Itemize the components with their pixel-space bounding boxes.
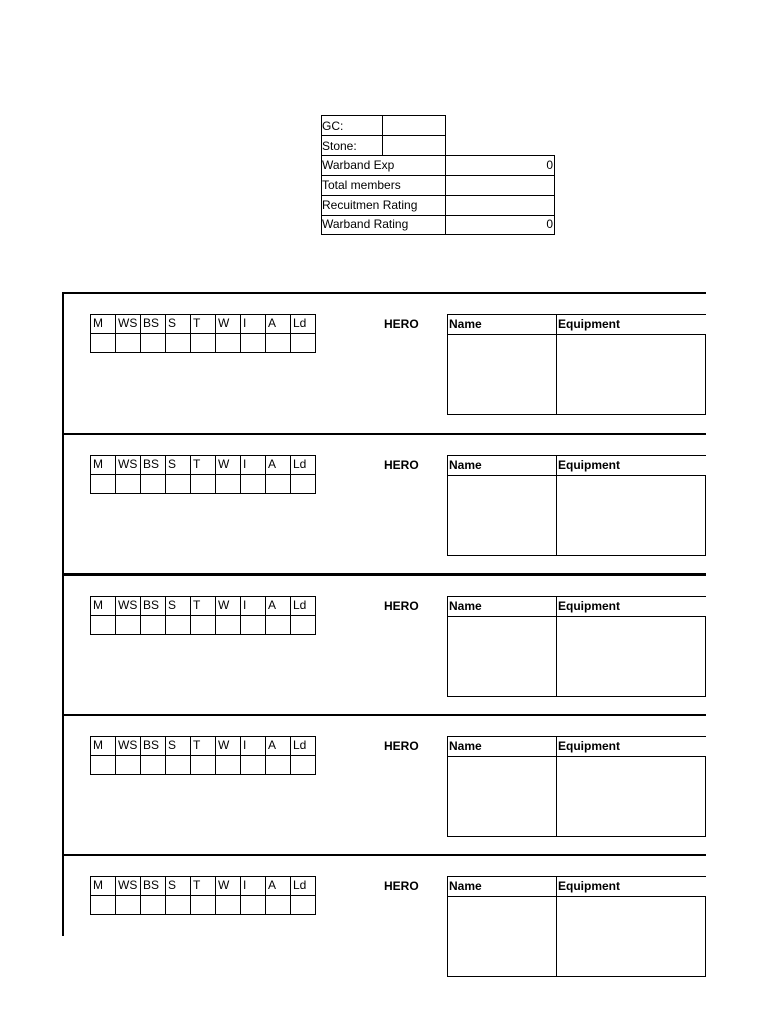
stat-header-m: M [91,597,116,616]
stat-header-i: I [241,315,266,334]
stat-header-a: A [266,736,291,755]
hero-name-field[interactable] [447,334,557,415]
stat-header-a: A [266,455,291,474]
hero-gear-table [447,455,706,555]
name-header: Name [447,876,556,896]
stat-header-i: I [241,455,266,474]
stat-header-s: S [166,877,191,896]
stat-value-s[interactable] [166,755,191,774]
stat-header-ld: Ld [291,877,316,896]
stat-header-w: W [216,736,241,755]
stat-value-t[interactable] [191,616,216,635]
stat-value-bs[interactable] [141,896,166,915]
stat-header-ws: WS [116,877,141,896]
stat-value-ws[interactable] [116,334,141,353]
stat-header-w: W [216,455,241,474]
stat-value-a[interactable] [266,474,291,493]
stat-header-bs: BS [141,877,166,896]
stat-header-t: T [191,877,216,896]
equipment-header: Equipment [556,455,706,475]
hero-name-field[interactable] [447,475,557,556]
stat-header-bs: BS [141,736,166,755]
stat-value-w[interactable] [216,474,241,493]
hero-row [64,854,706,994]
hero-gear-table [447,736,706,836]
stat-value-ld[interactable] [291,755,316,774]
stat-header-row [91,315,316,334]
stat-header-s: S [166,455,191,474]
stat-header-ld: Ld [291,455,316,474]
hero-name-field[interactable] [447,756,557,837]
stat-header-a: A [266,877,291,896]
stat-value-bs[interactable] [141,616,166,635]
stat-value-m[interactable] [91,334,116,353]
stat-header-i: I [241,877,266,896]
equipment-header: Equipment [556,736,706,756]
stat-header-i: I [241,736,266,755]
stat-header-bs: BS [141,597,166,616]
recruitment-rating-value[interactable] [446,196,555,215]
stat-value-ws[interactable] [116,616,141,635]
stat-header-bs: BS [141,315,166,334]
stat-value-t[interactable] [191,755,216,774]
stat-header-t: T [191,315,216,334]
recruitment-rating-label: Recuitmen Rating [322,198,418,212]
stat-value-a[interactable] [266,896,291,915]
stat-value-row [91,755,316,774]
stat-header-w: W [216,877,241,896]
stat-value-a[interactable] [266,616,291,635]
stat-value-ws[interactable] [116,474,141,493]
stone-value-cell[interactable] [383,136,445,155]
stat-header-ld: Ld [291,315,316,334]
stat-table [90,314,316,353]
warband-rating-value[interactable]: 0 [546,217,553,231]
stat-value-a[interactable] [266,755,291,774]
stat-value-bs[interactable] [141,334,166,353]
stat-value-s[interactable] [166,474,191,493]
stat-value-m[interactable] [91,896,116,915]
stat-value-m[interactable] [91,616,116,635]
hero-row [64,292,706,432]
stat-header-ld: Ld [291,736,316,755]
equipment-header: Equipment [556,876,706,896]
hero-row [64,433,706,573]
stat-header-t: T [191,455,216,474]
stat-value-ld[interactable] [291,616,316,635]
stat-header-w: W [216,597,241,616]
stat-value-w[interactable] [216,755,241,774]
hero-label: HERO [384,317,419,331]
hero-name-field[interactable] [447,896,557,977]
hero-label: HERO [384,879,419,893]
stat-header-m: M [91,455,116,474]
stat-value-m[interactable] [91,474,116,493]
stat-value-t[interactable] [191,474,216,493]
stat-header-a: A [266,597,291,616]
stat-value-i[interactable] [241,616,266,635]
warband-exp-value[interactable]: 0 [546,158,553,172]
stat-value-row [91,334,316,353]
hero-equipment-field[interactable] [556,334,706,415]
stone-label: Stone: [322,139,357,153]
stat-value-ws[interactable] [116,755,141,774]
stat-header-row [91,877,316,896]
stat-value-s[interactable] [166,334,191,353]
stat-header-row [91,736,316,755]
stat-header-m: M [91,315,116,334]
stat-header-s: S [166,736,191,755]
gc-value-cell[interactable] [383,116,445,135]
stat-value-w[interactable] [216,616,241,635]
stat-value-i[interactable] [241,334,266,353]
stat-value-row [91,474,316,493]
warband-exp-label: Warband Exp [322,158,395,172]
stat-value-bs[interactable] [141,755,166,774]
stat-header-bs: BS [141,455,166,474]
stat-value-ws[interactable] [116,896,141,915]
stat-table [90,736,316,775]
stat-header-t: T [191,736,216,755]
stat-value-a[interactable] [266,334,291,353]
stat-value-i[interactable] [241,474,266,493]
stat-header-row [91,455,316,474]
stat-value-i[interactable] [241,896,266,915]
name-header: Name [447,314,556,334]
stat-header-ws: WS [116,597,141,616]
total-members-label: Total members [322,178,401,192]
stat-table [90,876,316,915]
stat-value-i[interactable] [241,755,266,774]
hero-row [64,714,706,854]
gc-label: GC: [322,119,344,133]
stat-table [90,596,316,635]
stat-value-s[interactable] [166,896,191,915]
stat-value-row [91,616,316,635]
stat-value-t[interactable] [191,334,216,353]
stat-value-w[interactable] [216,334,241,353]
equipment-header: Equipment [556,314,706,334]
stat-value-s[interactable] [166,616,191,635]
name-header: Name [447,736,556,756]
stat-header-m: M [91,736,116,755]
stat-value-w[interactable] [216,896,241,915]
stat-value-ld[interactable] [291,334,316,353]
stat-value-t[interactable] [191,896,216,915]
stat-value-ld[interactable] [291,896,316,915]
hero-row [64,573,706,713]
hero-label: HERO [384,738,419,753]
stat-header-w: W [216,315,241,334]
stat-header-ws: WS [116,736,141,755]
hero-name-field[interactable] [447,616,557,697]
stat-header-s: S [166,597,191,616]
stat-value-m[interactable] [91,755,116,774]
hero-equipment-field[interactable] [556,756,706,837]
stat-header-s: S [166,315,191,334]
stat-header-t: T [191,597,216,616]
hero-label: HERO [384,599,419,613]
stat-header-row [91,597,316,616]
stat-header-ws: WS [116,455,141,474]
stat-value-bs[interactable] [141,474,166,493]
stat-value-row [91,896,316,915]
stat-table [90,455,316,494]
warband-rating-label: Warband Rating [322,217,409,231]
stat-header-a: A [266,315,291,334]
hero-gear-table [447,876,706,976]
stat-header-ld: Ld [291,597,316,616]
hero-gear-table [447,596,706,696]
stat-header-m: M [91,877,116,896]
stat-header-ws: WS [116,315,141,334]
total-members-value[interactable] [446,176,555,195]
hero-roster [62,292,706,936]
name-header: Name [447,596,556,616]
stat-value-ld[interactable] [291,474,316,493]
hero-label: HERO [384,457,419,472]
equipment-header: Equipment [556,596,706,616]
hero-equipment-field[interactable] [556,616,706,697]
hero-gear-table [447,314,706,414]
hero-equipment-field[interactable] [556,475,706,556]
hero-equipment-field[interactable] [556,896,706,977]
name-header: Name [447,455,556,475]
stat-header-i: I [241,597,266,616]
warband-summary-table [321,115,555,235]
